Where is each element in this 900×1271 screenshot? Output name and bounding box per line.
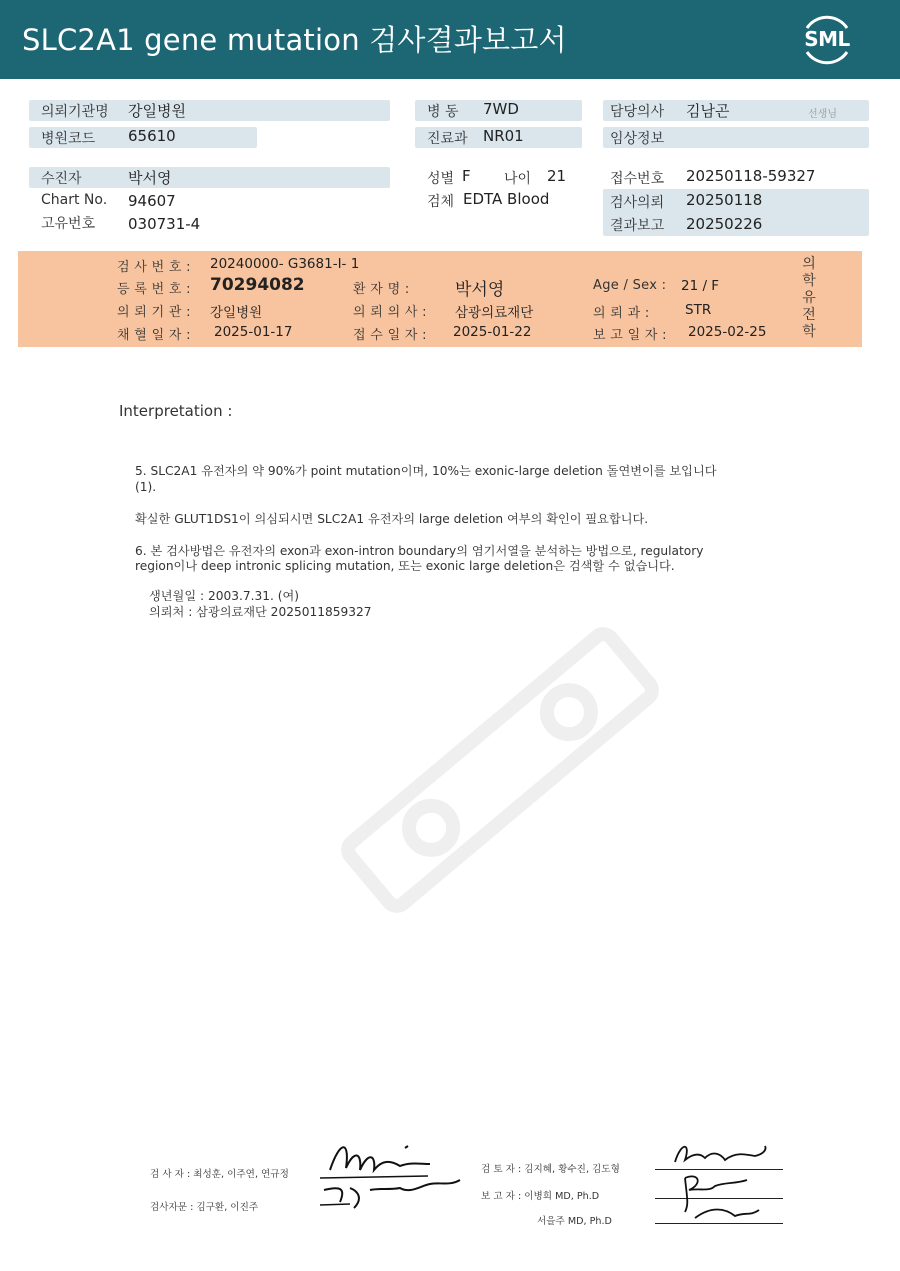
band-patient-value: 박서영	[455, 280, 505, 300]
hospital-label: 의뢰기관명	[41, 104, 109, 120]
reviewer-names: 검 토 자 : 김지혜, 황수진, 김도형	[481, 1164, 620, 1175]
paragraph-5-line1: 5. SLC2A1 유전자의 약 90%가 point mutation이며, 10%는 exonic-large deletion 돌연변이를 보입니다	[135, 464, 717, 478]
specimen-label: 검체	[427, 194, 455, 210]
band-agesex-value: 21 / F	[681, 278, 720, 294]
reporter2-names: 서을주 MD, Ph.D	[537, 1216, 612, 1227]
band-collect-value: 2025-01-17	[214, 324, 293, 340]
band-reg-no-value: 70294082	[210, 275, 305, 295]
receipt-value: 20250118-59327	[686, 167, 816, 185]
band-dept-label: 의 뢰 과 :	[593, 306, 650, 321]
report-label: 결과보고	[610, 218, 665, 234]
band-req-doc-value: 삼광의료재단	[455, 305, 534, 321]
band-test-no-label: 검 사 번 호 :	[117, 260, 191, 275]
paragraph-6-line2: region이나 deep intronic splicing mutation, 또는 exonic large deletion은 검색할 수 없습니다.	[135, 559, 675, 573]
report-value: 20250226	[686, 215, 763, 233]
paragraph-6-line1: 6. 본 검사방법은 유전자의 exon과 exon-intron boundary의 염기서열을 분석하는 방법으로, regulatory	[135, 544, 704, 558]
paragraph-5-line2: (1).	[135, 480, 157, 494]
ward-value: 7WD	[483, 100, 519, 118]
age-label: 나이	[504, 171, 532, 187]
report-title: SLC2A1 gene mutation 검사결과보고서	[22, 23, 567, 57]
sex-label: 성별	[427, 171, 455, 187]
band-inst-label: 의 뢰 기 관 :	[117, 305, 191, 320]
clinical-label: 임상정보	[610, 131, 665, 147]
hospital-value: 강일병원	[128, 102, 186, 120]
faint-watermark-icon	[290, 580, 710, 960]
tester-names: 검 사 자 : 최성훈, 이주연, 연규정	[150, 1169, 289, 1180]
sex-value: F	[462, 167, 471, 185]
request-label: 검사의뢰	[610, 195, 665, 211]
band-collect-label: 채 혈 일 자 :	[117, 328, 191, 343]
age-value: 21	[547, 167, 567, 185]
reviewer-signature-icon	[655, 1132, 785, 1232]
birth-date: 생년월일 : 2003.7.31. (여)	[149, 589, 300, 603]
band-reg-no-label: 등 록 번 호 :	[117, 282, 191, 297]
doctor-label: 담당의사	[610, 104, 665, 120]
band-patient-label: 환 자 명 :	[353, 282, 410, 297]
uid-value: 030731-4	[128, 215, 201, 233]
band-report-value: 2025-02-25	[688, 324, 767, 340]
side-char: 유	[802, 290, 816, 306]
request-value: 20250118	[686, 191, 763, 209]
hospital-code-value: 65610	[128, 127, 176, 145]
doctor-suffix: 선생님	[808, 109, 837, 120]
band-test-no-value: 20240000- G3681-I- 1	[210, 256, 360, 272]
patient-row	[29, 167, 390, 188]
chart-label: Chart No.	[41, 192, 108, 208]
tester-signature-icon	[310, 1130, 470, 1220]
band-side-text	[801, 256, 817, 341]
patient-value: 박서영	[128, 169, 172, 187]
band-receive-value: 2025-01-22	[453, 324, 532, 340]
patient-label: 수진자	[41, 171, 82, 187]
sml-logo	[797, 10, 857, 70]
uid-label: 고유번호	[41, 216, 96, 232]
logo-text: SML	[804, 27, 850, 51]
band-agesex-label: Age / Sex :	[593, 278, 667, 293]
band-receive-label: 접 수 일 자 :	[353, 328, 427, 343]
chart-value: 94607	[128, 192, 176, 210]
band-dept-value: STR	[685, 302, 712, 318]
ward-label: 병 동	[427, 104, 459, 120]
specimen-value: EDTA Blood	[463, 190, 550, 208]
reporter-names: 보 고 자 : 이병희 MD, Ph.D	[481, 1191, 600, 1202]
side-char: 학	[802, 273, 816, 289]
side-char: 전	[802, 307, 816, 323]
receipt-label: 접수번호	[610, 171, 665, 187]
paragraph-5b: 확실한 GLUT1DS1이 의심되시면 SLC2A1 유전자의 large deletion 여부의 확인이 필요합니다.	[135, 512, 649, 526]
side-char: 의	[802, 256, 816, 272]
advisor-names: 검사자문 : 김구환, 이진주	[150, 1202, 259, 1213]
dept-value: NR01	[483, 127, 524, 145]
dept-label: 진료과	[427, 131, 468, 147]
hospital-code-label: 병원코드	[41, 131, 96, 147]
band-inst-value: 강일병원	[210, 305, 263, 321]
band-req-doc-label: 의 뢰 의 사 :	[353, 305, 427, 320]
interpretation-label: Interpretation :	[119, 402, 233, 420]
referrer: 의뢰처 : 삼광의료재단 2025011859327	[149, 605, 372, 619]
side-char: 학	[802, 324, 816, 340]
band-report-label: 보 고 일 자 :	[593, 328, 667, 343]
doctor-value: 김남곤	[686, 102, 730, 120]
